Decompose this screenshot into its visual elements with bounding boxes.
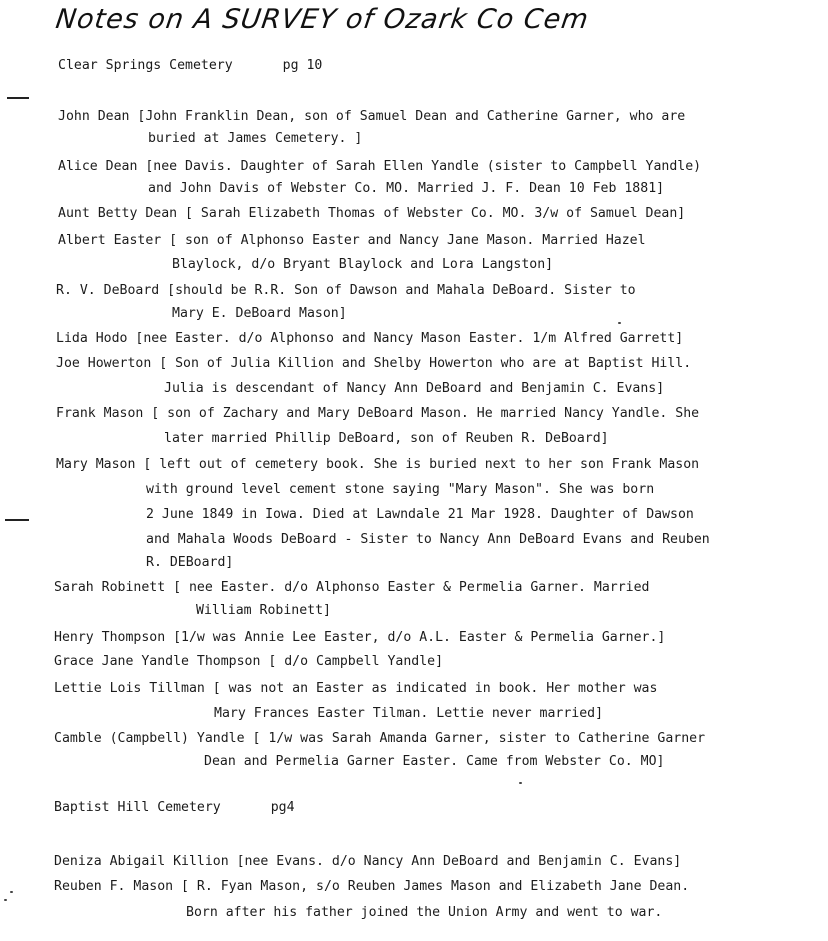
section-header: [54, 800, 295, 815]
entry-line: Sarah Robinett [ nee Easter. d/o Alphonso Easter & Permelia Garner. Married: [54, 580, 650, 595]
entry-line: buried at James Cemetery. ]: [148, 131, 363, 146]
entry-line: Deniza Abigail Killion [nee Evans. d/o Nancy Ann DeBoard and Benjamin C. Evans]: [54, 854, 682, 869]
entry-line: Lettie Lois Tillman [ was not an Easter as indicated in book. Her mother was: [54, 681, 658, 696]
entry-line: Reuben F. Mason [ R. Fyan Mason, s/o Reuben James Mason and Elizabeth Jane Dean.: [54, 879, 690, 894]
entry-line: William Robinett]: [196, 603, 331, 618]
speck: [4, 899, 7, 901]
section-title: Clear Springs Cemetery: [58, 58, 233, 73]
entry-line: Frank Mason [ son of Zachary and Mary DeBoard Mason. He married Nancy Yandle. She: [56, 406, 700, 421]
entry-line: Joe Howerton [ Son of Julia Killion and Shelby Howerton who are at Baptist Hill.: [56, 356, 692, 371]
margin-tick: [7, 97, 29, 99]
entry-line: Lida Hodo [nee Easter. d/o Alphonso and Nancy Mason Easter. 1/m Alfred Garrett]: [56, 331, 684, 346]
margin-tick: [5, 519, 29, 521]
entry-line: later married Phillip DeBoard, son of Reuben R. DeBoard]: [164, 431, 609, 446]
entry-line: Mary E. DeBoard Mason]: [172, 306, 347, 321]
entry-line: Born after his father joined the Union Army and went to war.: [186, 905, 663, 920]
entry-line: Alice Dean [nee Davis. Daughter of Sarah Ellen Yandle (sister to Campbell Yandle): [58, 159, 702, 174]
entry-line: and Mahala Woods DeBoard - Sister to Nancy Ann DeBoard Evans and Reuben: [146, 532, 710, 547]
entry-line: R. DEBoard]: [146, 555, 234, 570]
entry-line: Aunt Betty Dean [ Sarah Elizabeth Thomas of Webster Co. MO. 3/w of Samuel Dean]: [58, 206, 686, 221]
entry-line: Henry Thompson [1/w was Annie Lee Easter, d/o A.L. Easter & Permelia Garner.]: [54, 630, 666, 645]
entry-line: Mary Mason [ left out of cemetery book. She is buried next to her son Frank Mason: [56, 457, 700, 472]
entry-line: Julia is descendant of Nancy Ann DeBoard and Benjamin C. Evans]: [164, 381, 665, 396]
entry-line: R. V. DeBoard [should be R.R. Son of Dawson and Mahala DeBoard. Sister to: [56, 283, 636, 298]
entry-line: Blaylock, d/o Bryant Blaylock and Lora Langston]: [172, 257, 554, 272]
entry-line: Mary Frances Easter Tilman. Lettie never married]: [214, 706, 604, 721]
entry-line: John Dean [John Franklin Dean, son of Samuel Dean and Catherine Garner, who are: [58, 109, 686, 124]
entry-line: Grace Jane Yandle Thompson [ d/o Campbell Yandle]: [54, 654, 444, 669]
section-title: Baptist Hill Cemetery: [54, 800, 221, 815]
section-header: [58, 58, 322, 73]
speck: [618, 322, 621, 324]
section-page: pg4: [270, 800, 295, 815]
section-page: pg 10: [282, 58, 323, 73]
entry-line: Albert Easter [ son of Alphonso Easter and Nancy Jane Mason. Married Hazel: [58, 233, 646, 248]
entry-line: 2 June 1849 in Iowa. Died at Lawndale 21 Mar 1928. Daughter of Dawson: [146, 507, 694, 522]
entry-line: Camble (Campbell) Yandle [ 1/w was Sarah Amanda Garner, sister to Catherine Garner: [54, 731, 706, 746]
handwritten-title: Notes on A SURVEY of Ozark Co Cem: [53, 4, 591, 35]
entry-line: Dean and Permelia Garner Easter. Came from Webster Co. MO]: [204, 754, 665, 769]
entry-line: with ground level cement stone saying "Mary Mason". She was born: [146, 482, 655, 497]
speck: [10, 891, 13, 893]
speck: [519, 782, 522, 784]
entry-line: and John Davis of Webster Co. MO. Married J. F. Dean 10 Feb 1881]: [148, 181, 665, 196]
